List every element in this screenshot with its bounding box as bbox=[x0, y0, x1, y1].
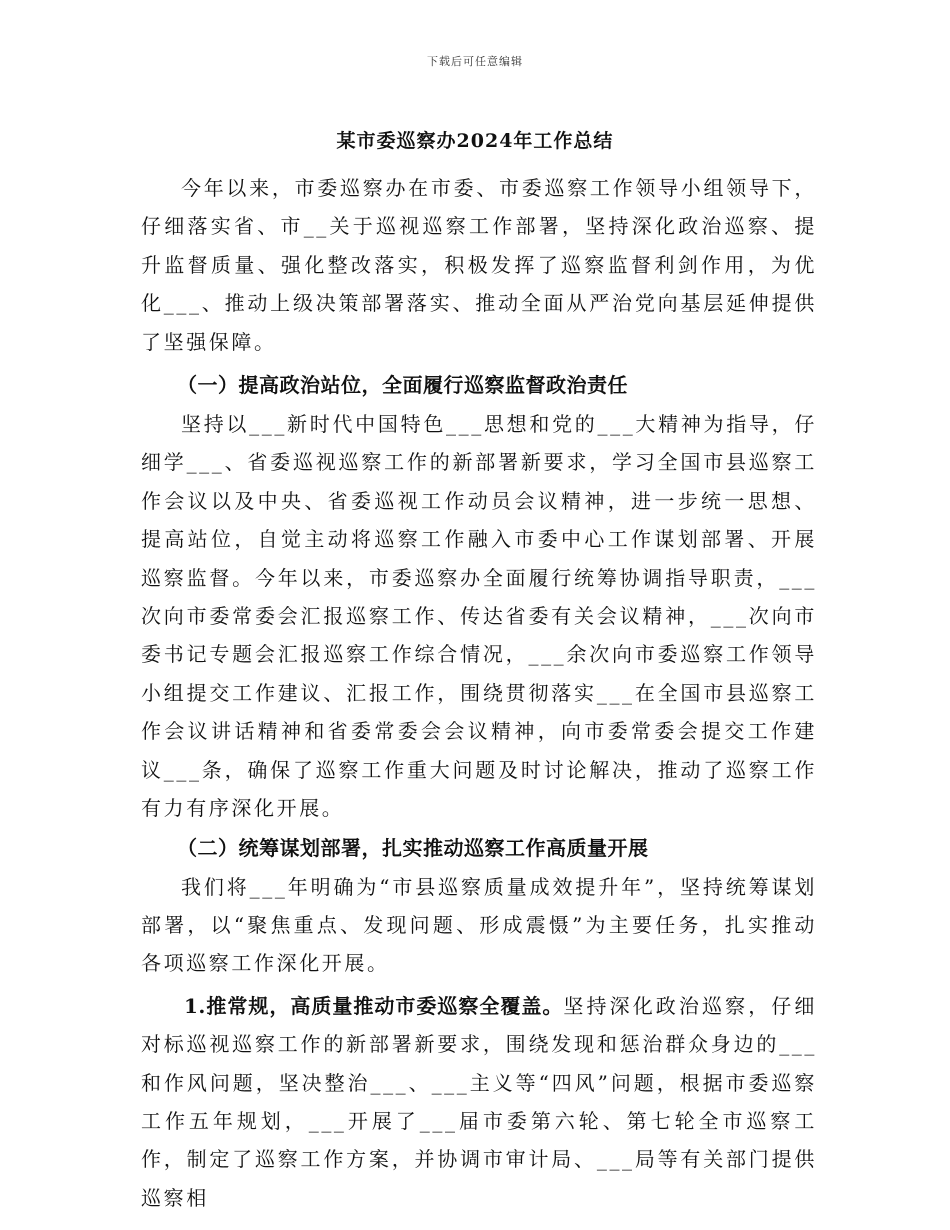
item-1-paragraph bbox=[141, 987, 817, 1217]
header-note: 下载后可任意编辑 bbox=[427, 55, 523, 68]
section-1-paragraph: 坚持以___新时代中国特色___思想和党的___大精神为指导，仔细学___、省委巡视巡察工作的新部署新要求，学习全国市县巡察工作会议以及中央、省委巡视工作动员会议精神，进一步统一思想、提高站位，自觉主动将巡察工作融入市委中心工作谋划部署、开展巡察监督。今年以来，市委巡察办全面履行统筹协调指导职责，___次向市委常委会汇报巡察工作、传达省委有关会议精神，___次向市委书记专题会汇报巡察工作综合情况，___余次向市委巡察工作领导小组提交工作建议、汇报工作，围绕贯彻落实___在全国市县巡察工作会议讲话精神和省委常委会会议精神，向市委常委会提交工作建议___条，确保了巡察工作重大问题及时讨论解决，推动了巡察工作有力有序深化开展。 bbox=[141, 412, 817, 821]
section-1-heading: （一）提高政治站位，全面履行巡察监督政治责任 bbox=[177, 373, 628, 398]
item-1-body: 坚持深化政治巡察，仔细对标巡视巡察工作的新部署新要求，围绕发现和惩治群众身边的___和作风问题，坚决整治___、___主义等“四风”问题，根据市委巡察工作五年规划，___开展了___届市委第六轮、第七轮全市巡察工作，制定了巡察工作方案，并协调市审计局、___局等有关部门提供巡察相 bbox=[141, 993, 817, 1210]
item-1-lead: 1.推常规，高质量推动市委巡察全覆盖。 bbox=[184, 993, 564, 1018]
section-2-paragraph: 我们将___年明确为“市县巡察质量成效提升年”，坚持统筹谋划部署，以“聚焦重点、发现问题、形成震慑”为主要任务，扎实推动各项巡察工作深化开展。 bbox=[141, 874, 817, 976]
intro-paragraph: 今年以来，市委巡察办在市委、市委巡察工作领导小组领导下，仔细落实省、市__关于巡视巡察工作部署，坚持深化政治巡察、提升监督质量、强化整改落实，积极发挥了巡察监督利剑作用，为优化___、推动上级决策部署落实、推动全面从严治党向基层延伸提供了坚强保障。 bbox=[141, 176, 817, 354]
document-body bbox=[141, 166, 817, 1217]
section-2-heading: （二）统筹谋划部署，扎实推动巡察工作高质量开展 bbox=[177, 835, 649, 860]
document-title: 某市委巡察办2024年工作总结 bbox=[336, 130, 614, 152]
